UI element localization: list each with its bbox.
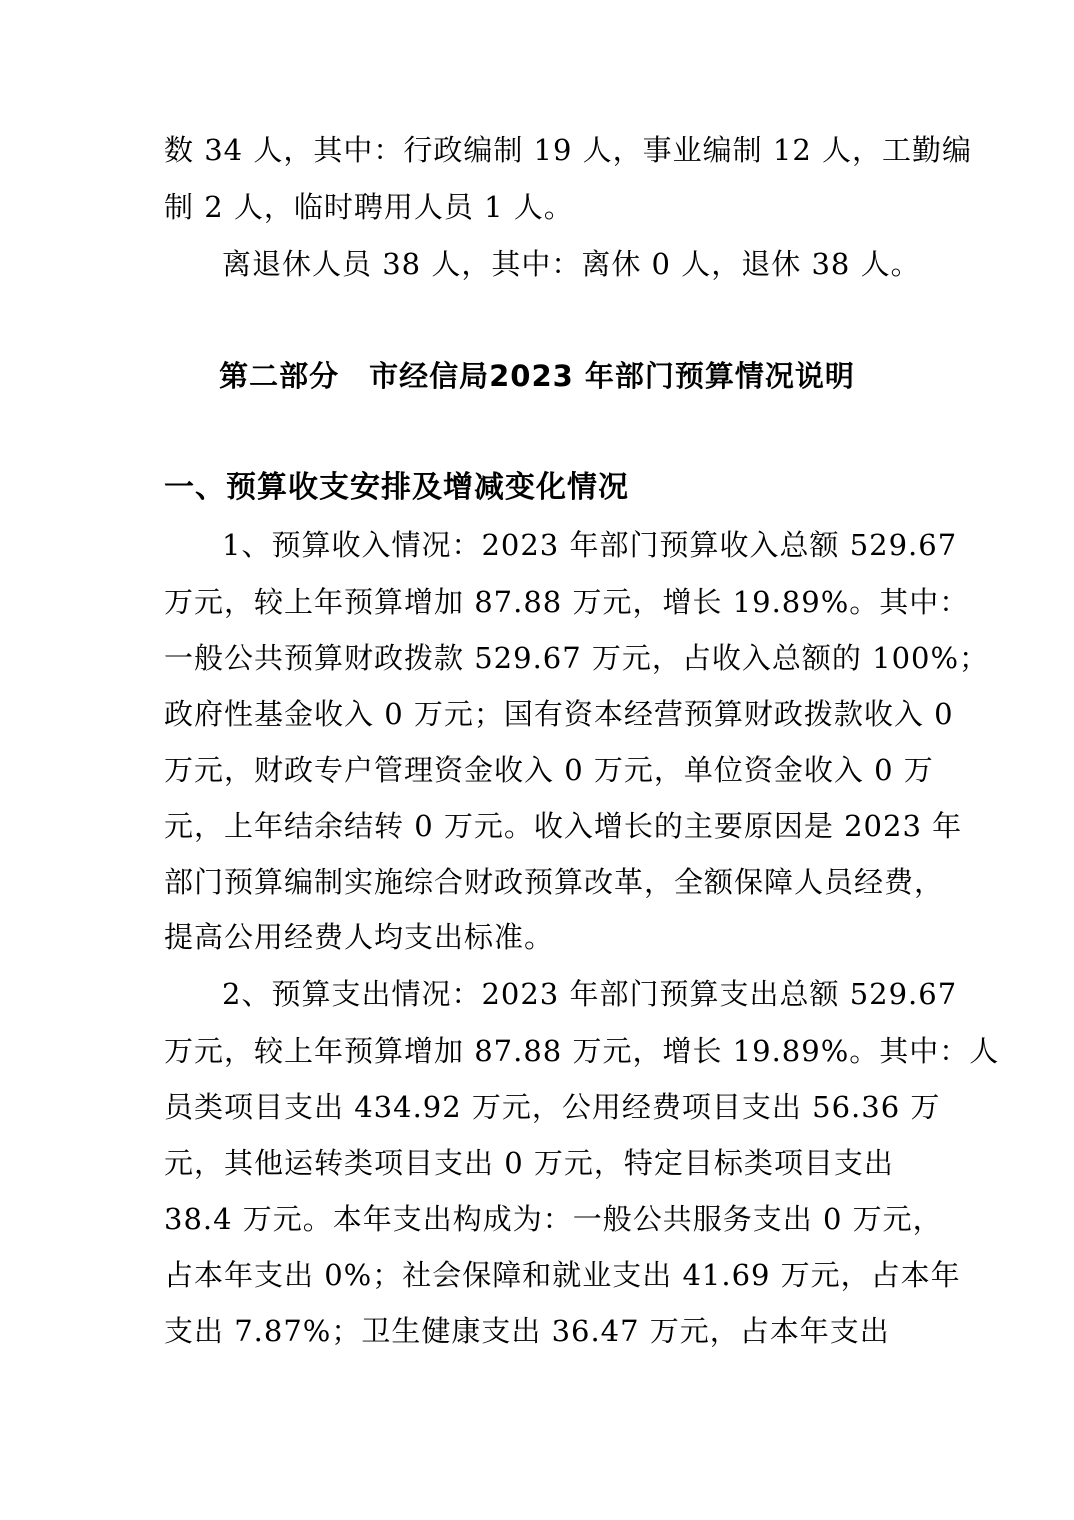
- income-line-7: 部门预算编制实施综合财政预算改革，全额保障人员经费，: [164, 865, 945, 899]
- expenditure-line-5: 38.4 万元。本年支出构成为：一般公共服务支出 0 万元，: [164, 1202, 943, 1236]
- income-line-3: 一般公共预算财政拨款 529.67 万元，占收入总额的 100%；: [164, 641, 990, 675]
- expenditure-line-1: 2、预算支出情况：2023 年部门预算支出总额 529.67: [222, 977, 958, 1011]
- income-line-4: 政府性基金收入 0 万元；国有资本经营预算财政拨款收入 0: [164, 697, 954, 731]
- part-title: 第二部分 市经信局2023 年部门预算情况说明: [219, 359, 855, 393]
- income-line-6: 元，上年结余结转 0 万元。收入增长的主要原因是 2023 年: [164, 809, 963, 843]
- expenditure-line-7: 支出 7.87%；卫生健康支出 36.47 万元，占本年支出: [164, 1314, 890, 1348]
- income-line-1: 1、预算收入情况：2023 年部门预算收入总额 529.67: [222, 528, 958, 562]
- income-line-8: 提高公用经费人均支出标准。: [164, 920, 555, 954]
- income-line-2: 万元，较上年预算增加 87.88 万元，增长 19.89%。其中：: [164, 585, 970, 619]
- staffing-line-1: 数 34 人，其中：行政编制 19 人，事业编制 12 人，工勤编: [164, 133, 973, 167]
- expenditure-line-2: 万元，较上年预算增加 87.88 万元，增长 19.89%。其中：人: [164, 1034, 1000, 1068]
- expenditure-line-4: 元，其他运转类项目支出 0 万元，特定目标类项目支出: [164, 1146, 894, 1180]
- expenditure-line-6: 占本年支出 0%；社会保障和就业支出 41.69 万元，占本年: [164, 1258, 961, 1292]
- staffing-line-2: 制 2 人，临时聘用人员 1 人。: [164, 190, 574, 224]
- section-heading: 一、预算收支安排及增减变化情况: [164, 470, 629, 505]
- income-line-5: 万元，财政专户管理资金收入 0 万元，单位资金收入 0 万: [164, 753, 934, 787]
- retirees-paragraph: 离退休人员 38 人，其中：离休 0 人，退休 38 人。: [222, 247, 921, 281]
- expenditure-line-3: 员类项目支出 434.92 万元，公用经费项目支出 56.36 万: [164, 1090, 941, 1124]
